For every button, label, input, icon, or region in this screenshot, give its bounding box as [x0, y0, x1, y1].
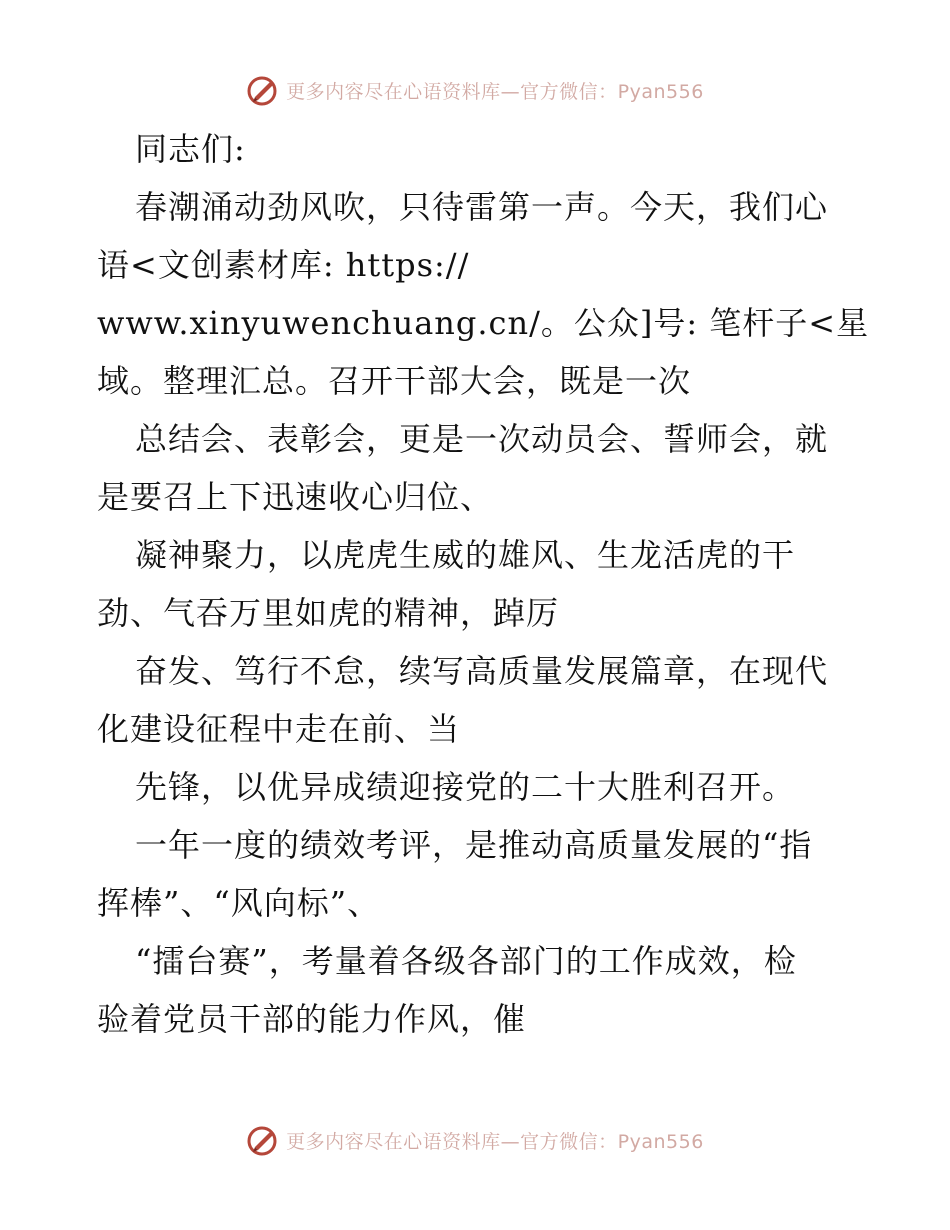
- header-watermark-banner: [0, 70, 950, 110]
- paragraph-line: 先锋，以优异成绩迎接党的二十大胜利召开。: [135, 768, 796, 806]
- paragraph-line: 总结会、表彰会，更是一次动员会、誓师会，就: [135, 420, 829, 458]
- paragraph-line: 劲、气吞万里如虎的精神，踔厉: [97, 594, 560, 632]
- header-watermark-text: 更多内容尽在心语资料库—官方微信：Pyan556: [286, 80, 704, 103]
- paragraph-line: 域。整理汇总。召开干部大会，既是一次: [97, 362, 692, 400]
- paragraph-line: 挥棒”、“风向标”、: [97, 884, 381, 922]
- paragraph-line: 一年一度的绩效考评，是推动高质量发展的“指: [135, 826, 813, 864]
- paragraph-line: 化建设征程中走在前、当: [97, 710, 461, 748]
- paragraph-line: “擂台赛”，考量着各级各部门的工作成效，检: [135, 942, 797, 980]
- paragraph-line: 验着党员干部的能力作风，催: [97, 1000, 527, 1038]
- paragraph-line: 奋发、笃行不怠，续写高质量发展篇章，在现代: [135, 652, 829, 690]
- paragraph-line: www.xinyuwenchuang.cn/。公众]号: 笔杆子<星: [97, 304, 870, 342]
- footer-watermark-banner: [0, 1120, 950, 1160]
- paragraph-line: 春潮涌动劲风吹，只待雷第一声。今天，我们心: [135, 188, 829, 226]
- document-body: [97, 120, 870, 1048]
- pen-logo-icon: [246, 1123, 280, 1157]
- paragraph-line: 是要召上下迅速收心归位、: [97, 478, 494, 516]
- pen-logo-icon: [246, 73, 280, 107]
- paragraph-line: 凝神聚力，以虎虎生威的雄风、生龙活虎的干: [135, 536, 796, 574]
- paragraph-line: 语<文创素材库: https://: [97, 246, 470, 284]
- footer-watermark-text: 更多内容尽在心语资料库—官方微信：Pyan556: [286, 1130, 704, 1153]
- salutation-line: 同志们:: [135, 130, 246, 168]
